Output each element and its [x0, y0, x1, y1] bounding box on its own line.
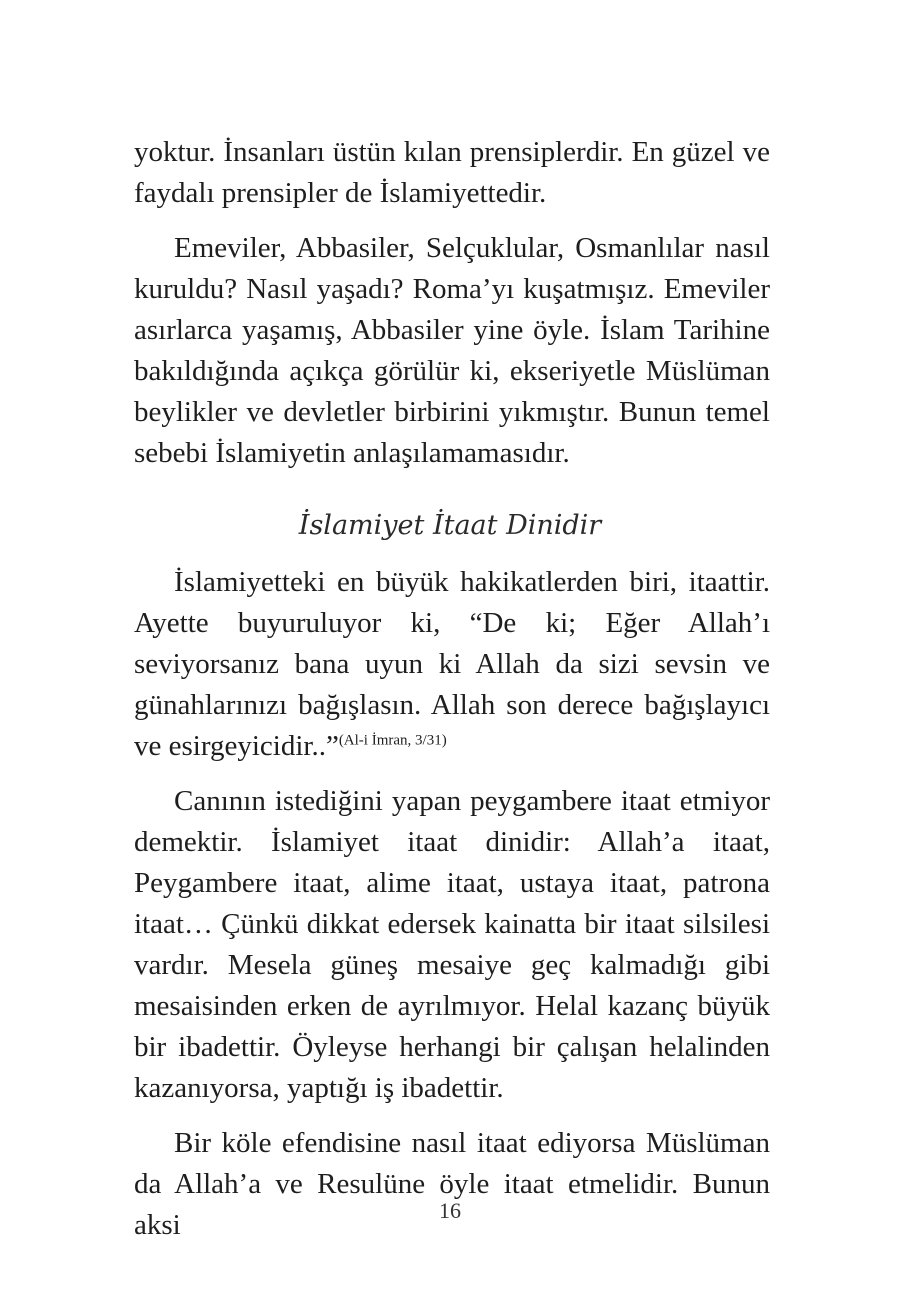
page-number: 16 [439, 1198, 461, 1223]
paragraph-continued: yoktur. İnsanları üstün kılan prensiplerdir. En güzel ve faydalı prensipler de İslamiyettedir. [134, 136, 770, 209]
paragraph-obedience-verse [134, 562, 770, 767]
paragraph-slave-analogy: Bir köle efendisine nasıl itaat ediyorsa Müslüman da Allah’a ve Resulüne öyle itaat etmelidir. Bunun aksi [134, 1127, 770, 1241]
paragraph-obedience-chain: Canının istediğini yapan peygambere itaat etmiyor demektir. İslamiyet itaat dinidir: Allah’a itaat, Peygambere itaat, alime itaat, ustaya itaat, patrona itaat… Çünkü dikkat edersek kainatta bir itaat silsilesi vardır. Mesela güneş mesaiye geç kalmadığı gibi mesaisinden erken de ayrılmıyor. Helal kazanç büyük bir ibadettir. Öyleyse herhangi bir çalışan helalinden kazanıyorsa, yaptığı iş ibadettir. [134, 785, 770, 1104]
section-text-block [134, 562, 770, 1246]
verse-text: İslamiyetteki en büyük hakikatlerden biri, itaattir. Ayette buyuruluyor ki, “De ki; Eğer Allah’ı seviyorsanız bana uyun ki Allah da sizi sevsin ve günahlarınızı bağışlasın. Allah son derece bağışlayıcı ve esirgeyicidir..” [134, 566, 770, 762]
top-text-block [134, 132, 770, 474]
paragraph-dynasties: Emeviler, Abbasiler, Selçuklular, Osmanlılar nasıl kuruldu? Nasıl yaşadı? Roma’yı kuşatmışız. Emeviler asırlarca yaşamış, Abbasiler yine öyle. İslam Tarihine bakıldığında açıkça görülür ki, ekseriyetle Müslüman beylikler ve devletler birbirini yıkmıştır. Bunun temel sebebi İslamiyetin anlaşılamamasıdır. [134, 232, 770, 469]
section-heading: İslamiyet İtaat Dinidir [298, 510, 602, 541]
verse-citation: (Al-i İmran, 3/31) [338, 732, 447, 749]
